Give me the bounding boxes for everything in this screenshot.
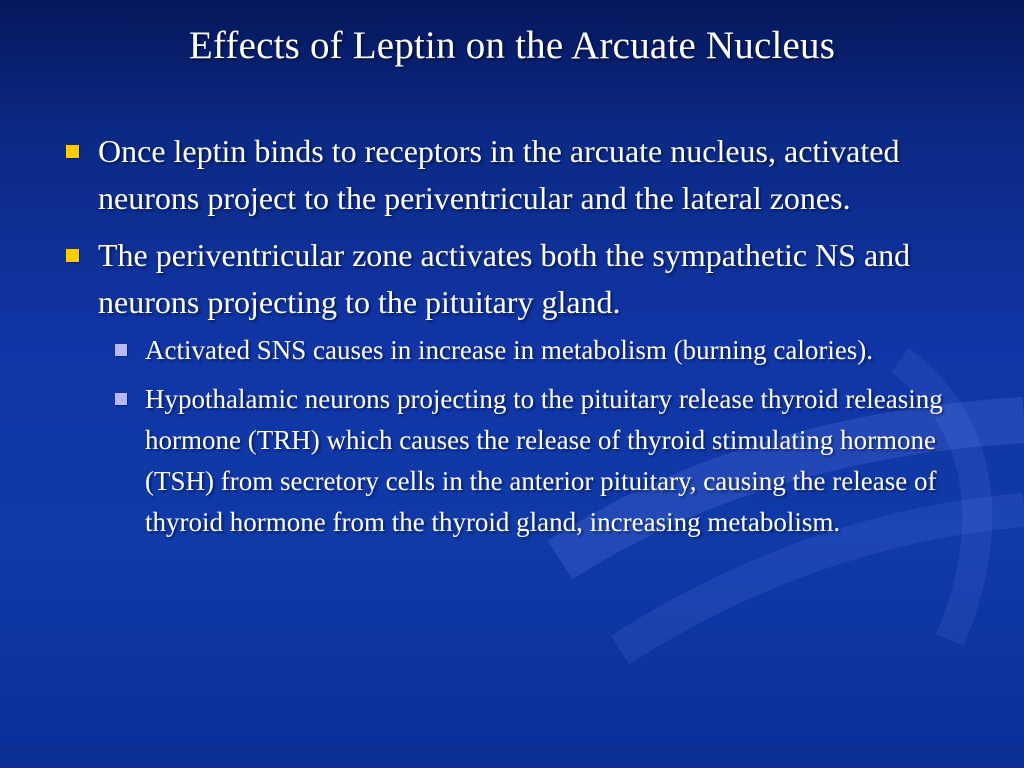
square-bullet-icon <box>66 249 79 262</box>
small-square-bullet-icon <box>115 393 127 405</box>
bullet-text: Once leptin binds to receptors in the arcuate nucleus, activated neurons project to the periventricular and the lateral zones. <box>98 133 900 216</box>
sub-bullet-list <box>110 330 967 543</box>
sub-bullet-item <box>110 379 967 543</box>
sub-bullet-item <box>110 330 967 371</box>
square-bullet-icon <box>66 145 79 158</box>
bullet-item <box>62 128 967 222</box>
slide-content <box>62 128 967 551</box>
sub-bullet-text: Activated SNS causes in increase in metabolism (burning calories). <box>145 335 874 365</box>
slide-title: Effects of Leptin on the Arcuate Nucleus <box>188 24 836 67</box>
sub-bullet-text: Hypothalamic neurons projecting to the pituitary release thyroid releasing hormone (TRH) which causes the release of thyroid stimulating hormone (TSH) from secretory cells in the anterior pituitary, causing the release of thyroid hormone from the thyroid gland, increasing metabolism. <box>145 384 943 537</box>
small-square-bullet-icon <box>115 344 127 356</box>
bullet-text: The periventricular zone activates both the sympathetic NS and neurons projecting to the pituitary gland. <box>98 237 911 320</box>
bullet-item <box>62 232 967 326</box>
